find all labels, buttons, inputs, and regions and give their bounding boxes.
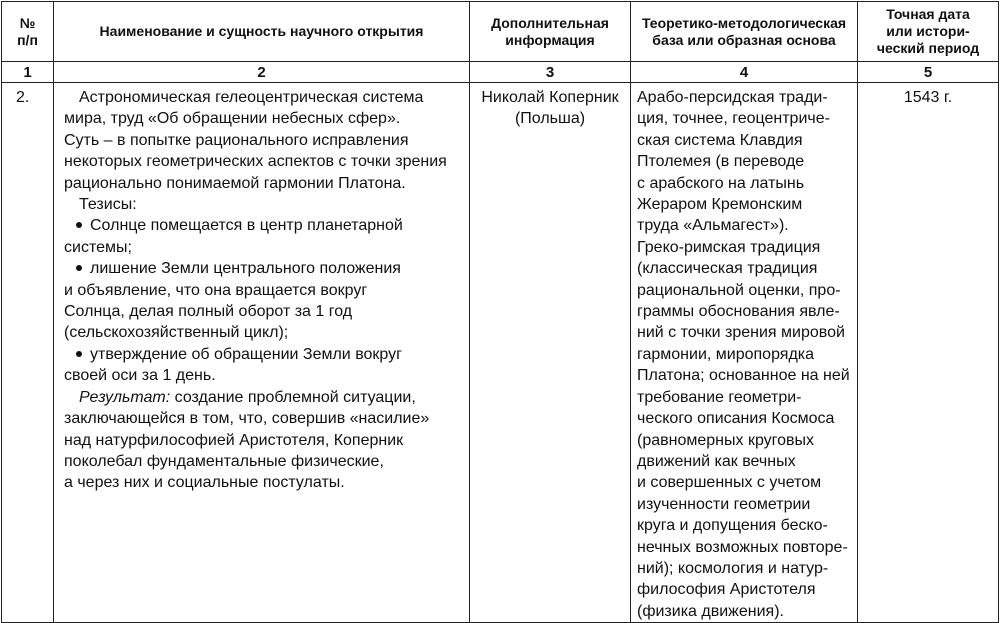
- header-date-line: или истори-: [886, 23, 970, 39]
- column-number: 5: [858, 62, 999, 83]
- basis-line: рациональной оценки, про-: [637, 281, 841, 299]
- thesis-line: Солнца, делая полный оборот за 1 год: [64, 303, 353, 321]
- column-number: 2: [54, 62, 470, 83]
- description-line: некоторых геометрических аспектов с точки зрения: [64, 153, 447, 171]
- header-basis-line: база или образная основа: [652, 31, 836, 48]
- result-label: Результат:: [79, 388, 171, 406]
- thesis-line: Солнце помещается в центр планетарной: [90, 217, 403, 235]
- basis-line: Птолемея (в переводе: [637, 153, 805, 171]
- basis-line: с арабского на латынь: [637, 174, 805, 192]
- header-discovery: [54, 2, 470, 62]
- thesis-line: своей оси за 1 день.: [64, 367, 216, 385]
- basis-line: ческого описания Космоса: [637, 410, 835, 428]
- discovery-description: [54, 83, 470, 623]
- description-line: Суть – в попытке рационального исправления: [64, 131, 409, 149]
- basis-text: [631, 83, 858, 623]
- description-line: мира, труд «Об обращении небесных сфер».: [64, 110, 401, 128]
- extra-info-line: (Польша): [514, 110, 586, 128]
- basis-line: изученности геометрии: [637, 495, 811, 513]
- discoveries-table: [1, 1, 999, 623]
- basis-line: (классическая традиция: [637, 260, 818, 278]
- basis-line: ция, точнее, геоцентриче-: [637, 110, 830, 128]
- date-cell: 1543 г.: [858, 83, 999, 623]
- basis-line: и совершенных с учетом: [637, 474, 822, 492]
- header-basis-line: Теоретико-методологическая: [641, 14, 847, 31]
- header-discovery-label: Наименование и сущность научного открытия: [99, 23, 424, 39]
- row-number: 2.: [2, 83, 54, 623]
- thesis-line: (сельскохозяйственный цикл);: [64, 324, 289, 342]
- basis-line: Жераром Кремонским: [637, 196, 803, 214]
- basis-line: Платона; основанное на ней: [637, 367, 850, 385]
- result-line: создание проблемной ситуации,: [170, 388, 416, 406]
- basis-line: граммы обоснования явле-: [637, 303, 840, 321]
- basis-line: круга и допущения беско-: [637, 517, 828, 535]
- thesis-line: лишение Земли центрального положения: [90, 260, 401, 278]
- result-line: поколебал фундаментальные физические,: [64, 452, 384, 470]
- bullet-icon: [76, 265, 82, 271]
- header-date-line: ческий период: [876, 40, 980, 56]
- thesis-line: системы;: [64, 238, 132, 256]
- header-row: [2, 2, 999, 62]
- extra-info: [470, 83, 631, 623]
- thesis-1: [64, 215, 465, 236]
- header-number: [2, 2, 54, 62]
- bullet-icon: [76, 351, 82, 357]
- header-basis: [631, 2, 858, 62]
- theses-heading: Тезисы:: [79, 196, 137, 214]
- thesis-line: утверждение об обращении Земли вокруг: [90, 345, 402, 363]
- header-date-line: Точная дата: [886, 6, 970, 22]
- header-extra-line: информация: [505, 31, 595, 48]
- description-line: Астрономическая гелеоцентрическая система: [79, 89, 424, 106]
- bullet-icon: [76, 222, 82, 228]
- basis-line: Арабо-персидская тради-: [637, 89, 828, 106]
- basis-line: движений как вечных: [637, 452, 796, 470]
- basis-line: труда «Альмагест»).: [637, 217, 789, 235]
- basis-line: нечных возможных повторе-: [637, 538, 848, 556]
- column-number: 4: [631, 62, 858, 83]
- extra-info-line: Николай Коперник: [481, 89, 619, 106]
- basis-line: Греко-римская традиция: [637, 238, 821, 256]
- result-paragraph: [64, 387, 465, 408]
- thesis-2: [64, 258, 465, 279]
- basis-line: (равномерных круговых: [637, 431, 815, 449]
- thesis-3: [64, 344, 465, 365]
- column-number: 3: [470, 62, 631, 83]
- result-line: а через них и социальные постулаты.: [64, 474, 345, 492]
- result-line: заключающейся в том, что, совершив «насилие»: [64, 410, 430, 428]
- table-row: [2, 83, 999, 623]
- column-number-row: [2, 62, 999, 83]
- basis-line: философия Аристотеля: [637, 581, 816, 599]
- basis-line: ний); космология и натур-: [637, 559, 829, 577]
- header-extra-info: [470, 2, 631, 62]
- header-date: [858, 2, 999, 62]
- column-number: 1: [2, 62, 54, 83]
- basis-line: ская система Клавдия: [637, 131, 803, 149]
- basis-line: (физика движения).: [637, 602, 784, 620]
- description-line: рационально понимаемой гармонии Платона.: [64, 174, 406, 192]
- header-extra-line: Дополнительная: [491, 14, 609, 31]
- basis-line: требование геометри-: [637, 388, 802, 406]
- basis-line: ний с точки зрения мировой: [637, 324, 845, 342]
- thesis-line: и объявление, что она вращается вокруг: [64, 281, 368, 299]
- basis-line: гармонии, миропорядка: [637, 345, 815, 363]
- header-number-label: № п/п: [17, 14, 38, 48]
- result-line: над натурфилософией Аристотеля, Коперник: [64, 431, 404, 449]
